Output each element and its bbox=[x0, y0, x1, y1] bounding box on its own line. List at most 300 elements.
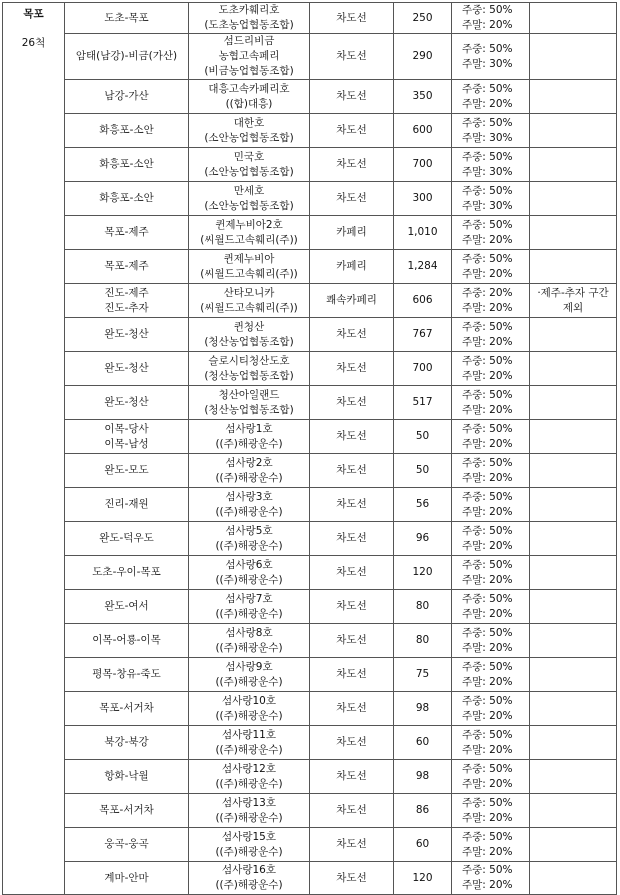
table-row bbox=[3, 726, 617, 760]
vessel-type-cell: 차도선 bbox=[310, 148, 394, 182]
ferry-table-body bbox=[3, 3, 617, 895]
ship-cell-line: ((주)해광운수) bbox=[215, 811, 283, 824]
route-cell-line: 완도-여서 bbox=[104, 600, 149, 612]
ship-cell bbox=[189, 114, 310, 148]
ship-cell-line: (씨월드고속훼리(주)) bbox=[200, 233, 298, 246]
note-cell bbox=[530, 386, 617, 420]
ratio-cell bbox=[452, 556, 530, 590]
ratio-cell-line: 주중: 50% bbox=[462, 694, 513, 707]
ratio-cell-line: 주말: 20% bbox=[462, 879, 513, 891]
ship-cell-line: 농협고속페리 bbox=[218, 50, 280, 62]
ship-cell-line: ((주)해광운수) bbox=[215, 539, 283, 552]
ratio-cell-line: 주말: 20% bbox=[462, 573, 513, 586]
ratio-cell-line: 주말: 20% bbox=[462, 301, 513, 314]
ratio-cell-line: 주말: 30% bbox=[462, 57, 513, 70]
vessel-type-cell: 차도선 bbox=[310, 3, 394, 34]
route-cell bbox=[65, 590, 189, 624]
route-cell bbox=[65, 216, 189, 250]
route-cell-line: 계마-안마 bbox=[104, 871, 149, 884]
tonnage-cell: 700 bbox=[394, 148, 452, 182]
ratio-cell-line: 주말: 20% bbox=[462, 539, 513, 552]
note-cell bbox=[530, 556, 617, 590]
ratio-cell bbox=[452, 114, 530, 148]
ship-cell-line: (씨월드고속훼리(주)) bbox=[200, 267, 298, 280]
ratio-cell bbox=[452, 726, 530, 760]
tonnage-cell: 50 bbox=[394, 420, 452, 454]
route-cell-line: 항화-낙월 bbox=[104, 770, 149, 782]
ratio-cell-line: 주중: 50% bbox=[462, 660, 513, 673]
ship-cell-line: ((주)해광운수) bbox=[215, 777, 283, 790]
ship-cell bbox=[189, 828, 310, 862]
ratio-cell bbox=[452, 3, 530, 34]
route-cell-line: 완도-청산 bbox=[104, 396, 149, 408]
table-row bbox=[3, 352, 617, 386]
note-cell bbox=[530, 862, 617, 895]
table-row bbox=[3, 80, 617, 114]
ship-cell-line: 섬사랑10호 bbox=[222, 694, 276, 707]
ratio-cell-line: 주말: 20% bbox=[462, 845, 513, 858]
ratio-cell-line: 주말: 20% bbox=[462, 607, 513, 620]
ship-cell-line: 퀸제누비아 bbox=[223, 252, 275, 265]
ship-cell-line: 섬사랑15호 bbox=[222, 830, 276, 843]
note-cell bbox=[530, 284, 617, 318]
vessel-type-cell: 차도선 bbox=[310, 420, 394, 454]
ship-cell-line: ((주)해광운수) bbox=[215, 743, 283, 756]
ship-cell-line: (청산농업협동조합) bbox=[204, 403, 294, 416]
route-cell bbox=[65, 658, 189, 692]
table-row bbox=[3, 624, 617, 658]
ship-cell bbox=[189, 522, 310, 556]
note-cell bbox=[530, 760, 617, 794]
ratio-cell bbox=[452, 624, 530, 658]
ratio-cell-line: 주중: 50% bbox=[462, 354, 513, 367]
ratio-cell-line: 주말: 20% bbox=[462, 675, 513, 688]
ratio-cell-line: 주중: 50% bbox=[462, 422, 513, 435]
table-row bbox=[3, 454, 617, 488]
vessel-type-cell: 차도선 bbox=[310, 692, 394, 726]
ratio-cell-line: 주말: 20% bbox=[462, 267, 513, 280]
ship-cell-line: 청산아일랜드 bbox=[218, 388, 280, 401]
ship-cell bbox=[189, 148, 310, 182]
ship-cell bbox=[189, 692, 310, 726]
ratio-cell-line: 주중: 20% bbox=[462, 286, 513, 299]
ratio-cell bbox=[452, 34, 530, 80]
ratio-cell bbox=[452, 590, 530, 624]
ship-cell-line: 퀸청산 bbox=[233, 320, 265, 333]
ship-cell-line: (소안농업협동조합) bbox=[204, 131, 294, 144]
port-cell bbox=[3, 3, 65, 895]
tonnage-cell: 80 bbox=[394, 590, 452, 624]
table-row bbox=[3, 114, 617, 148]
tonnage-cell: 1,284 bbox=[394, 250, 452, 284]
ratio-cell bbox=[452, 182, 530, 216]
vessel-type-cell: 차도선 bbox=[310, 658, 394, 692]
tonnage-cell: 700 bbox=[394, 352, 452, 386]
tonnage-cell: 50 bbox=[394, 454, 452, 488]
ratio-cell-line: 주중: 50% bbox=[462, 558, 513, 571]
ratio-cell-line: 주말: 20% bbox=[462, 233, 513, 246]
port-name: 목포 bbox=[23, 8, 44, 20]
ratio-cell bbox=[452, 148, 530, 182]
route-cell bbox=[65, 148, 189, 182]
ship-cell-line: 섬사랑8호 bbox=[225, 626, 273, 639]
ratio-cell bbox=[452, 454, 530, 488]
route-cell-line: 웅곡-웅곡 bbox=[104, 838, 149, 850]
route-cell-line: 도초-우이-목포 bbox=[92, 566, 161, 578]
route-cell bbox=[65, 556, 189, 590]
ratio-cell-line: 주중: 50% bbox=[462, 592, 513, 605]
route-cell bbox=[65, 794, 189, 828]
ship-cell-line: ((주)해광운수) bbox=[215, 607, 283, 620]
ship-cell bbox=[189, 420, 310, 454]
route-cell-line: 이목-당사 bbox=[104, 422, 149, 435]
note-cell bbox=[530, 216, 617, 250]
ship-cell-line: 섬드리비금 bbox=[223, 35, 275, 47]
route-cell-line: 이목-남성 bbox=[104, 437, 149, 450]
route-cell bbox=[65, 420, 189, 454]
ratio-cell-line: 주말: 20% bbox=[462, 811, 513, 824]
route-cell-line: 화흥포-소안 bbox=[99, 158, 154, 170]
table-row bbox=[3, 318, 617, 352]
ship-cell bbox=[189, 658, 310, 692]
ratio-cell bbox=[452, 284, 530, 318]
ratio-cell-line: 주말: 30% bbox=[462, 199, 513, 212]
route-cell bbox=[65, 760, 189, 794]
table-row bbox=[3, 590, 617, 624]
note-cell bbox=[530, 148, 617, 182]
tonnage-cell: 56 bbox=[394, 488, 452, 522]
ship-cell-line: (도초농업협동조합) bbox=[204, 19, 294, 31]
route-cell-line: 진도-추자 bbox=[104, 301, 149, 314]
table-row bbox=[3, 522, 617, 556]
table-row bbox=[3, 182, 617, 216]
route-cell bbox=[65, 522, 189, 556]
tonnage-cell: 350 bbox=[394, 80, 452, 114]
route-cell-line: 목포-서거차 bbox=[99, 804, 154, 816]
ship-cell-line: 섬사랑3호 bbox=[225, 490, 273, 503]
ship-cell-line: 섬사랑13호 bbox=[222, 796, 276, 809]
vessel-type-cell: 차도선 bbox=[310, 114, 394, 148]
ship-cell bbox=[189, 624, 310, 658]
ratio-cell-line: 주말: 20% bbox=[462, 19, 513, 31]
ratio-cell bbox=[452, 692, 530, 726]
table-row bbox=[3, 420, 617, 454]
ratio-cell-line: 주말: 30% bbox=[462, 165, 513, 178]
ratio-cell-line: 주중: 50% bbox=[462, 42, 513, 55]
tonnage-cell: 120 bbox=[394, 862, 452, 895]
ship-cell-line: (소안농업협동조합) bbox=[204, 165, 294, 178]
ship-cell bbox=[189, 726, 310, 760]
ship-cell-line: 대한호 bbox=[233, 116, 265, 129]
ratio-cell-line: 주중: 50% bbox=[462, 456, 513, 469]
ratio-cell bbox=[452, 386, 530, 420]
note-cell bbox=[530, 522, 617, 556]
ratio-cell-line: 주말: 20% bbox=[462, 743, 513, 756]
route-cell bbox=[65, 250, 189, 284]
ratio-cell bbox=[452, 352, 530, 386]
vessel-type-cell: 차도선 bbox=[310, 80, 394, 114]
route-cell-line: 화흥포-소안 bbox=[99, 124, 154, 136]
ship-cell bbox=[189, 454, 310, 488]
ratio-cell-line: 주말: 20% bbox=[462, 335, 513, 348]
tonnage-cell: 606 bbox=[394, 284, 452, 318]
ship-cell-line: ((주)해광운수) bbox=[215, 675, 283, 688]
table-row bbox=[3, 250, 617, 284]
table-row bbox=[3, 862, 617, 895]
route-cell-line: 남강-가산 bbox=[104, 90, 149, 102]
vessel-type-cell: 차도선 bbox=[310, 488, 394, 522]
route-cell-line: 완도-모도 bbox=[104, 464, 149, 476]
ship-cell-line: 산타모니카 bbox=[223, 286, 275, 299]
ratio-cell bbox=[452, 794, 530, 828]
tonnage-cell: 290 bbox=[394, 34, 452, 80]
ship-cell-line: 민국호 bbox=[233, 150, 265, 163]
ship-cell-line: ((주)해광운수) bbox=[215, 573, 283, 586]
tonnage-cell: 60 bbox=[394, 726, 452, 760]
vessel-type-cell: 차도선 bbox=[310, 318, 394, 352]
vessel-type-cell: 차도선 bbox=[310, 556, 394, 590]
route-cell-line: 목포-제주 bbox=[104, 226, 149, 238]
ratio-cell bbox=[452, 522, 530, 556]
tonnage-cell: 98 bbox=[394, 760, 452, 794]
ratio-cell-line: 주말: 20% bbox=[462, 471, 513, 484]
route-cell bbox=[65, 386, 189, 420]
ship-cell bbox=[189, 80, 310, 114]
ship-cell-line: ((주)해광운수) bbox=[215, 879, 283, 891]
note-cell-line: 제외 bbox=[562, 301, 584, 314]
note-cell bbox=[530, 794, 617, 828]
note-cell-line: ·제주-추자 구간 bbox=[537, 286, 609, 299]
ratio-cell-line: 주중: 50% bbox=[462, 4, 513, 16]
route-cell bbox=[65, 182, 189, 216]
note-cell bbox=[530, 80, 617, 114]
ratio-cell-line: 주중: 50% bbox=[462, 116, 513, 129]
ship-cell bbox=[189, 794, 310, 828]
route-cell-line: 북강-북강 bbox=[104, 736, 149, 748]
ship-cell-line: 섬사랑2호 bbox=[225, 456, 273, 469]
note-cell bbox=[530, 182, 617, 216]
ship-cell-line: ((합)대흥) bbox=[225, 97, 273, 110]
tonnage-cell: 120 bbox=[394, 556, 452, 590]
ship-cell-line: 만세호 bbox=[233, 184, 265, 197]
ship-cell bbox=[189, 284, 310, 318]
ratio-cell-line: 주중: 50% bbox=[462, 218, 513, 231]
tonnage-cell: 96 bbox=[394, 522, 452, 556]
note-cell bbox=[530, 114, 617, 148]
vessel-type-cell: 쾌속카페리 bbox=[310, 284, 394, 318]
route-cell-line: 평목-창유-죽도 bbox=[92, 668, 161, 680]
route-cell bbox=[65, 624, 189, 658]
ship-cell-line: 섬사랑16호 bbox=[222, 864, 276, 876]
vessel-type-cell: 차도선 bbox=[310, 828, 394, 862]
ratio-cell-line: 주말: 20% bbox=[462, 369, 513, 382]
ship-cell-line: (청산농업협동조합) bbox=[204, 369, 294, 382]
vessel-type-cell: 차도선 bbox=[310, 522, 394, 556]
route-cell-line: 화흥포-소안 bbox=[99, 192, 154, 204]
ship-cell bbox=[189, 556, 310, 590]
ship-cell bbox=[189, 862, 310, 895]
note-cell bbox=[530, 454, 617, 488]
route-cell bbox=[65, 454, 189, 488]
vessel-type-cell: 차도선 bbox=[310, 862, 394, 895]
ratio-cell-line: 주말: 30% bbox=[462, 131, 513, 144]
port-ship-count: 26척 bbox=[21, 37, 46, 49]
ship-cell bbox=[189, 182, 310, 216]
ratio-cell bbox=[452, 828, 530, 862]
ratio-cell-line: 주중: 50% bbox=[462, 320, 513, 333]
ship-cell-line: ((주)해광운수) bbox=[215, 641, 283, 654]
vessel-type-cell: 차도선 bbox=[310, 352, 394, 386]
note-cell bbox=[530, 828, 617, 862]
table-row bbox=[3, 284, 617, 318]
vessel-type-cell: 차도선 bbox=[310, 760, 394, 794]
route-cell-line: 완도-덕우도 bbox=[99, 532, 154, 544]
tonnage-cell: 60 bbox=[394, 828, 452, 862]
ratio-cell-line: 주말: 20% bbox=[462, 437, 513, 450]
note-cell bbox=[530, 250, 617, 284]
ship-cell-line: (소안농업협동조합) bbox=[204, 199, 294, 212]
ratio-cell-line: 주말: 20% bbox=[462, 709, 513, 722]
note-cell bbox=[530, 658, 617, 692]
vessel-type-cell: 카페리 bbox=[310, 216, 394, 250]
vessel-type-cell: 차도선 bbox=[310, 590, 394, 624]
vessel-type-cell: 차도선 bbox=[310, 454, 394, 488]
route-cell bbox=[65, 692, 189, 726]
tonnage-cell: 300 bbox=[394, 182, 452, 216]
ship-cell-line: 섬사랑11호 bbox=[222, 728, 276, 741]
ship-cell-line: 섬사랑6호 bbox=[225, 558, 273, 571]
note-cell bbox=[530, 352, 617, 386]
ratio-cell-line: 주말: 20% bbox=[462, 97, 513, 110]
route-cell bbox=[65, 3, 189, 34]
route-cell bbox=[65, 34, 189, 80]
note-cell bbox=[530, 590, 617, 624]
table-row bbox=[3, 556, 617, 590]
ship-cell-line: (청산농업협동조합) bbox=[204, 335, 294, 348]
ship-cell bbox=[189, 34, 310, 80]
ship-cell bbox=[189, 488, 310, 522]
ship-cell-line: 퀸제누비아2호 bbox=[215, 218, 283, 231]
ship-cell-line: 섬사랑7호 bbox=[225, 592, 273, 605]
vessel-type-cell: 차도선 bbox=[310, 726, 394, 760]
route-cell-line: 진리-재원 bbox=[104, 498, 149, 510]
ship-cell-line: 섬사랑5호 bbox=[225, 524, 273, 537]
table-row bbox=[3, 658, 617, 692]
ship-cell-line: 슬로시티청산도호 bbox=[208, 354, 290, 367]
tonnage-cell: 250 bbox=[394, 3, 452, 34]
note-cell bbox=[530, 420, 617, 454]
ratio-cell-line: 주중: 50% bbox=[462, 82, 513, 95]
route-cell bbox=[65, 318, 189, 352]
ratio-cell-line: 주중: 50% bbox=[462, 490, 513, 503]
ship-cell-line: 도초카훼리호 bbox=[218, 4, 280, 16]
tonnage-cell: 75 bbox=[394, 658, 452, 692]
ratio-cell bbox=[452, 488, 530, 522]
route-cell-line: 완도-청산 bbox=[104, 328, 149, 340]
ratio-cell-line: 주중: 50% bbox=[462, 252, 513, 265]
table-row bbox=[3, 794, 617, 828]
table-row bbox=[3, 148, 617, 182]
ship-cell bbox=[189, 216, 310, 250]
note-cell bbox=[530, 624, 617, 658]
table-row bbox=[3, 760, 617, 794]
ratio-cell-line: 주중: 50% bbox=[462, 184, 513, 197]
ratio-cell-line: 주중: 50% bbox=[462, 762, 513, 775]
ship-cell bbox=[189, 352, 310, 386]
tonnage-cell: 98 bbox=[394, 692, 452, 726]
ratio-cell bbox=[452, 658, 530, 692]
ship-cell-line: ((주)해광운수) bbox=[215, 505, 283, 518]
route-cell-line: 목포-제주 bbox=[104, 260, 149, 272]
route-cell bbox=[65, 284, 189, 318]
table-row bbox=[3, 488, 617, 522]
table-row bbox=[3, 3, 617, 34]
ratio-cell-line: 주중: 50% bbox=[462, 796, 513, 809]
ratio-cell-line: 주말: 20% bbox=[462, 641, 513, 654]
ship-cell-line: (씨월드고속훼리(주)) bbox=[200, 301, 298, 314]
route-cell bbox=[65, 726, 189, 760]
ratio-cell-line: 주중: 50% bbox=[462, 524, 513, 537]
route-cell bbox=[65, 862, 189, 895]
route-cell-line: 암태(남강)-비금(가산) bbox=[75, 50, 178, 62]
tonnage-cell: 517 bbox=[394, 386, 452, 420]
route-cell bbox=[65, 488, 189, 522]
table-row bbox=[3, 386, 617, 420]
table-row bbox=[3, 216, 617, 250]
ratio-cell-line: 주중: 50% bbox=[462, 830, 513, 843]
ship-cell bbox=[189, 760, 310, 794]
ship-cell bbox=[189, 590, 310, 624]
note-cell bbox=[530, 34, 617, 80]
route-cell bbox=[65, 352, 189, 386]
tonnage-cell: 86 bbox=[394, 794, 452, 828]
note-cell bbox=[530, 726, 617, 760]
vessel-type-cell: 차도선 bbox=[310, 386, 394, 420]
ratio-cell-line: 주말: 20% bbox=[462, 505, 513, 518]
ship-cell-line: 섬사랑1호 bbox=[225, 422, 273, 435]
vessel-type-cell: 카페리 bbox=[310, 250, 394, 284]
note-cell bbox=[530, 318, 617, 352]
vessel-type-cell: 차도선 bbox=[310, 624, 394, 658]
ship-cell-line: ((주)해광운수) bbox=[215, 845, 283, 858]
ratio-cell-line: 주중: 50% bbox=[462, 388, 513, 401]
note-cell bbox=[530, 488, 617, 522]
ratio-cell-line: 주중: 50% bbox=[462, 150, 513, 163]
ratio-cell-line: 주말: 20% bbox=[462, 403, 513, 416]
route-cell-line: 도초-목포 bbox=[104, 11, 149, 24]
ratio-cell-line: 주중: 50% bbox=[462, 626, 513, 639]
tonnage-cell: 1,010 bbox=[394, 216, 452, 250]
ratio-cell-line: 주말: 20% bbox=[462, 777, 513, 790]
vessel-type-cell: 차도선 bbox=[310, 794, 394, 828]
ship-cell bbox=[189, 318, 310, 352]
ship-cell bbox=[189, 250, 310, 284]
route-cell bbox=[65, 80, 189, 114]
tonnage-cell: 767 bbox=[394, 318, 452, 352]
tonnage-cell: 80 bbox=[394, 624, 452, 658]
ratio-cell bbox=[452, 318, 530, 352]
route-cell-line: 완도-청산 bbox=[104, 362, 149, 374]
ship-cell-line: ((주)해광운수) bbox=[215, 471, 283, 484]
ratio-cell bbox=[452, 420, 530, 454]
vessel-type-cell: 차도선 bbox=[310, 34, 394, 80]
table-row bbox=[3, 692, 617, 726]
note-cell bbox=[530, 3, 617, 34]
vessel-type-cell: 차도선 bbox=[310, 182, 394, 216]
table-row bbox=[3, 34, 617, 80]
ratio-cell bbox=[452, 216, 530, 250]
ratio-cell bbox=[452, 760, 530, 794]
